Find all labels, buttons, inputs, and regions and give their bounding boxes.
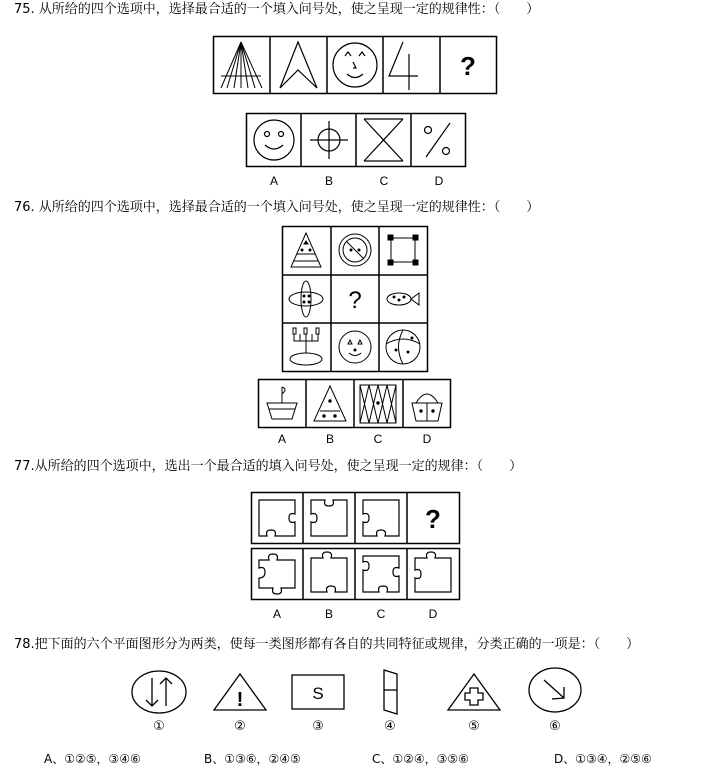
q76-option-b-triangle	[314, 386, 346, 421]
q76-options-strip	[258, 379, 451, 428]
q78-number-5: ⑤	[468, 719, 480, 734]
q75-option-a-smiley	[254, 120, 294, 160]
q78-figures	[0, 666, 705, 722]
q77-shape-3	[363, 500, 399, 536]
q78-exclaim-mark: !	[236, 689, 244, 711]
q76-option-a-flowerpot	[267, 387, 297, 419]
q77-sequence-strip	[251, 492, 460, 544]
q78-number-1: ①	[153, 719, 165, 734]
q78-number-3: ③	[312, 719, 324, 734]
q77-shape-2	[311, 500, 347, 536]
q77-option-b-label[interactable]: B	[324, 607, 333, 621]
q78-figure-5-cross-triangle	[448, 674, 500, 710]
q76-cell-square	[388, 235, 418, 265]
q76-option-a-label[interactable]: A	[277, 432, 286, 446]
q76-option-d-label[interactable]: D	[422, 432, 432, 446]
q76-cell-triangle	[291, 233, 321, 267]
q78-number-2: ②	[234, 719, 246, 734]
q77-text: 77.从所给的四个选项中，选出一个最合适的填入问号处，使之呈现一定的规律：（ ）	[14, 459, 523, 474]
q75-face-figure	[333, 43, 377, 87]
q78-number-6: ⑥	[549, 719, 561, 734]
q78-answer-b[interactable]: B、①③⑥，②④⑤	[204, 752, 301, 766]
q77-option-c-label[interactable]: C	[376, 607, 386, 621]
q76-option-c-zigzag	[360, 385, 396, 423]
q75-sequence-strip	[213, 36, 497, 94]
q77-option-d-shape	[415, 552, 451, 592]
q75-option-c-label[interactable]: C	[379, 174, 389, 188]
q75-four-figure	[389, 42, 418, 90]
q76-cell-ellipses	[289, 281, 323, 317]
q75-option-c-hourglass	[364, 119, 403, 161]
q77-shape-1	[259, 500, 295, 536]
q76-cell-fish	[387, 293, 419, 305]
q75-question-mark: ?	[460, 51, 476, 81]
q75-option-d-percent	[425, 123, 451, 157]
q76-cell-candelabra	[290, 328, 322, 365]
q75-options-strip	[246, 113, 466, 167]
q75-option-d-label[interactable]: D	[434, 174, 444, 188]
q78-answer-c[interactable]: C、①②④，③⑤⑥	[372, 752, 469, 766]
q77-option-a-label[interactable]: A	[272, 607, 281, 621]
q78-text: 78.把下面的六个平面图形分为两类，使每一类图形都有各自的共同特征或规律，分类正确的一项是：（ ）	[14, 637, 640, 652]
q77-question-mark: ?	[425, 504, 441, 534]
q78-number-4: ④	[384, 719, 396, 734]
q78-figure-6-arrow-circle	[529, 668, 581, 712]
q77-option-a-shape	[259, 554, 295, 594]
q77-option-b-shape	[311, 552, 347, 592]
q76-cell-face	[339, 331, 371, 363]
q75-text: 75. 从所给的四个选项中，选择最合适的一个填入问号处，使之呈现一定的规律性：（ ）	[14, 2, 540, 17]
q76-option-d-basket	[412, 394, 442, 421]
q76-option-b-label[interactable]: B	[325, 432, 334, 446]
q76-option-c-label[interactable]: C	[373, 432, 383, 446]
q76-grid	[282, 226, 428, 372]
q76-cell-ball	[386, 330, 420, 364]
q75-option-b-crosshair	[310, 121, 348, 159]
q76-text: 76. 从所给的四个选项中，选择最合适的一个填入问号处，使之呈现一定的规律性：（ ）	[14, 200, 540, 215]
q78-square-letter: S	[312, 684, 324, 703]
q77-option-d-label[interactable]: D	[428, 607, 438, 621]
q78-answer-d[interactable]: D、①③④，②⑤⑥	[554, 752, 652, 766]
q75-fan-figure	[221, 42, 262, 88]
q75-arrow-figure	[280, 42, 317, 88]
q76-question-mark: ?	[348, 287, 362, 314]
q78-answer-a[interactable]: A、①②⑤，③④⑥	[44, 752, 141, 766]
q77-options-strip	[251, 548, 460, 600]
q75-option-a-label[interactable]: A	[269, 174, 278, 188]
q76-cell-circle-slash	[339, 234, 371, 266]
q75-option-b-label[interactable]: B	[324, 174, 333, 188]
q78-figure-1-arrows	[132, 671, 186, 713]
q77-option-c-shape	[363, 556, 399, 592]
q78-figure-4-parallelogram	[384, 670, 397, 714]
